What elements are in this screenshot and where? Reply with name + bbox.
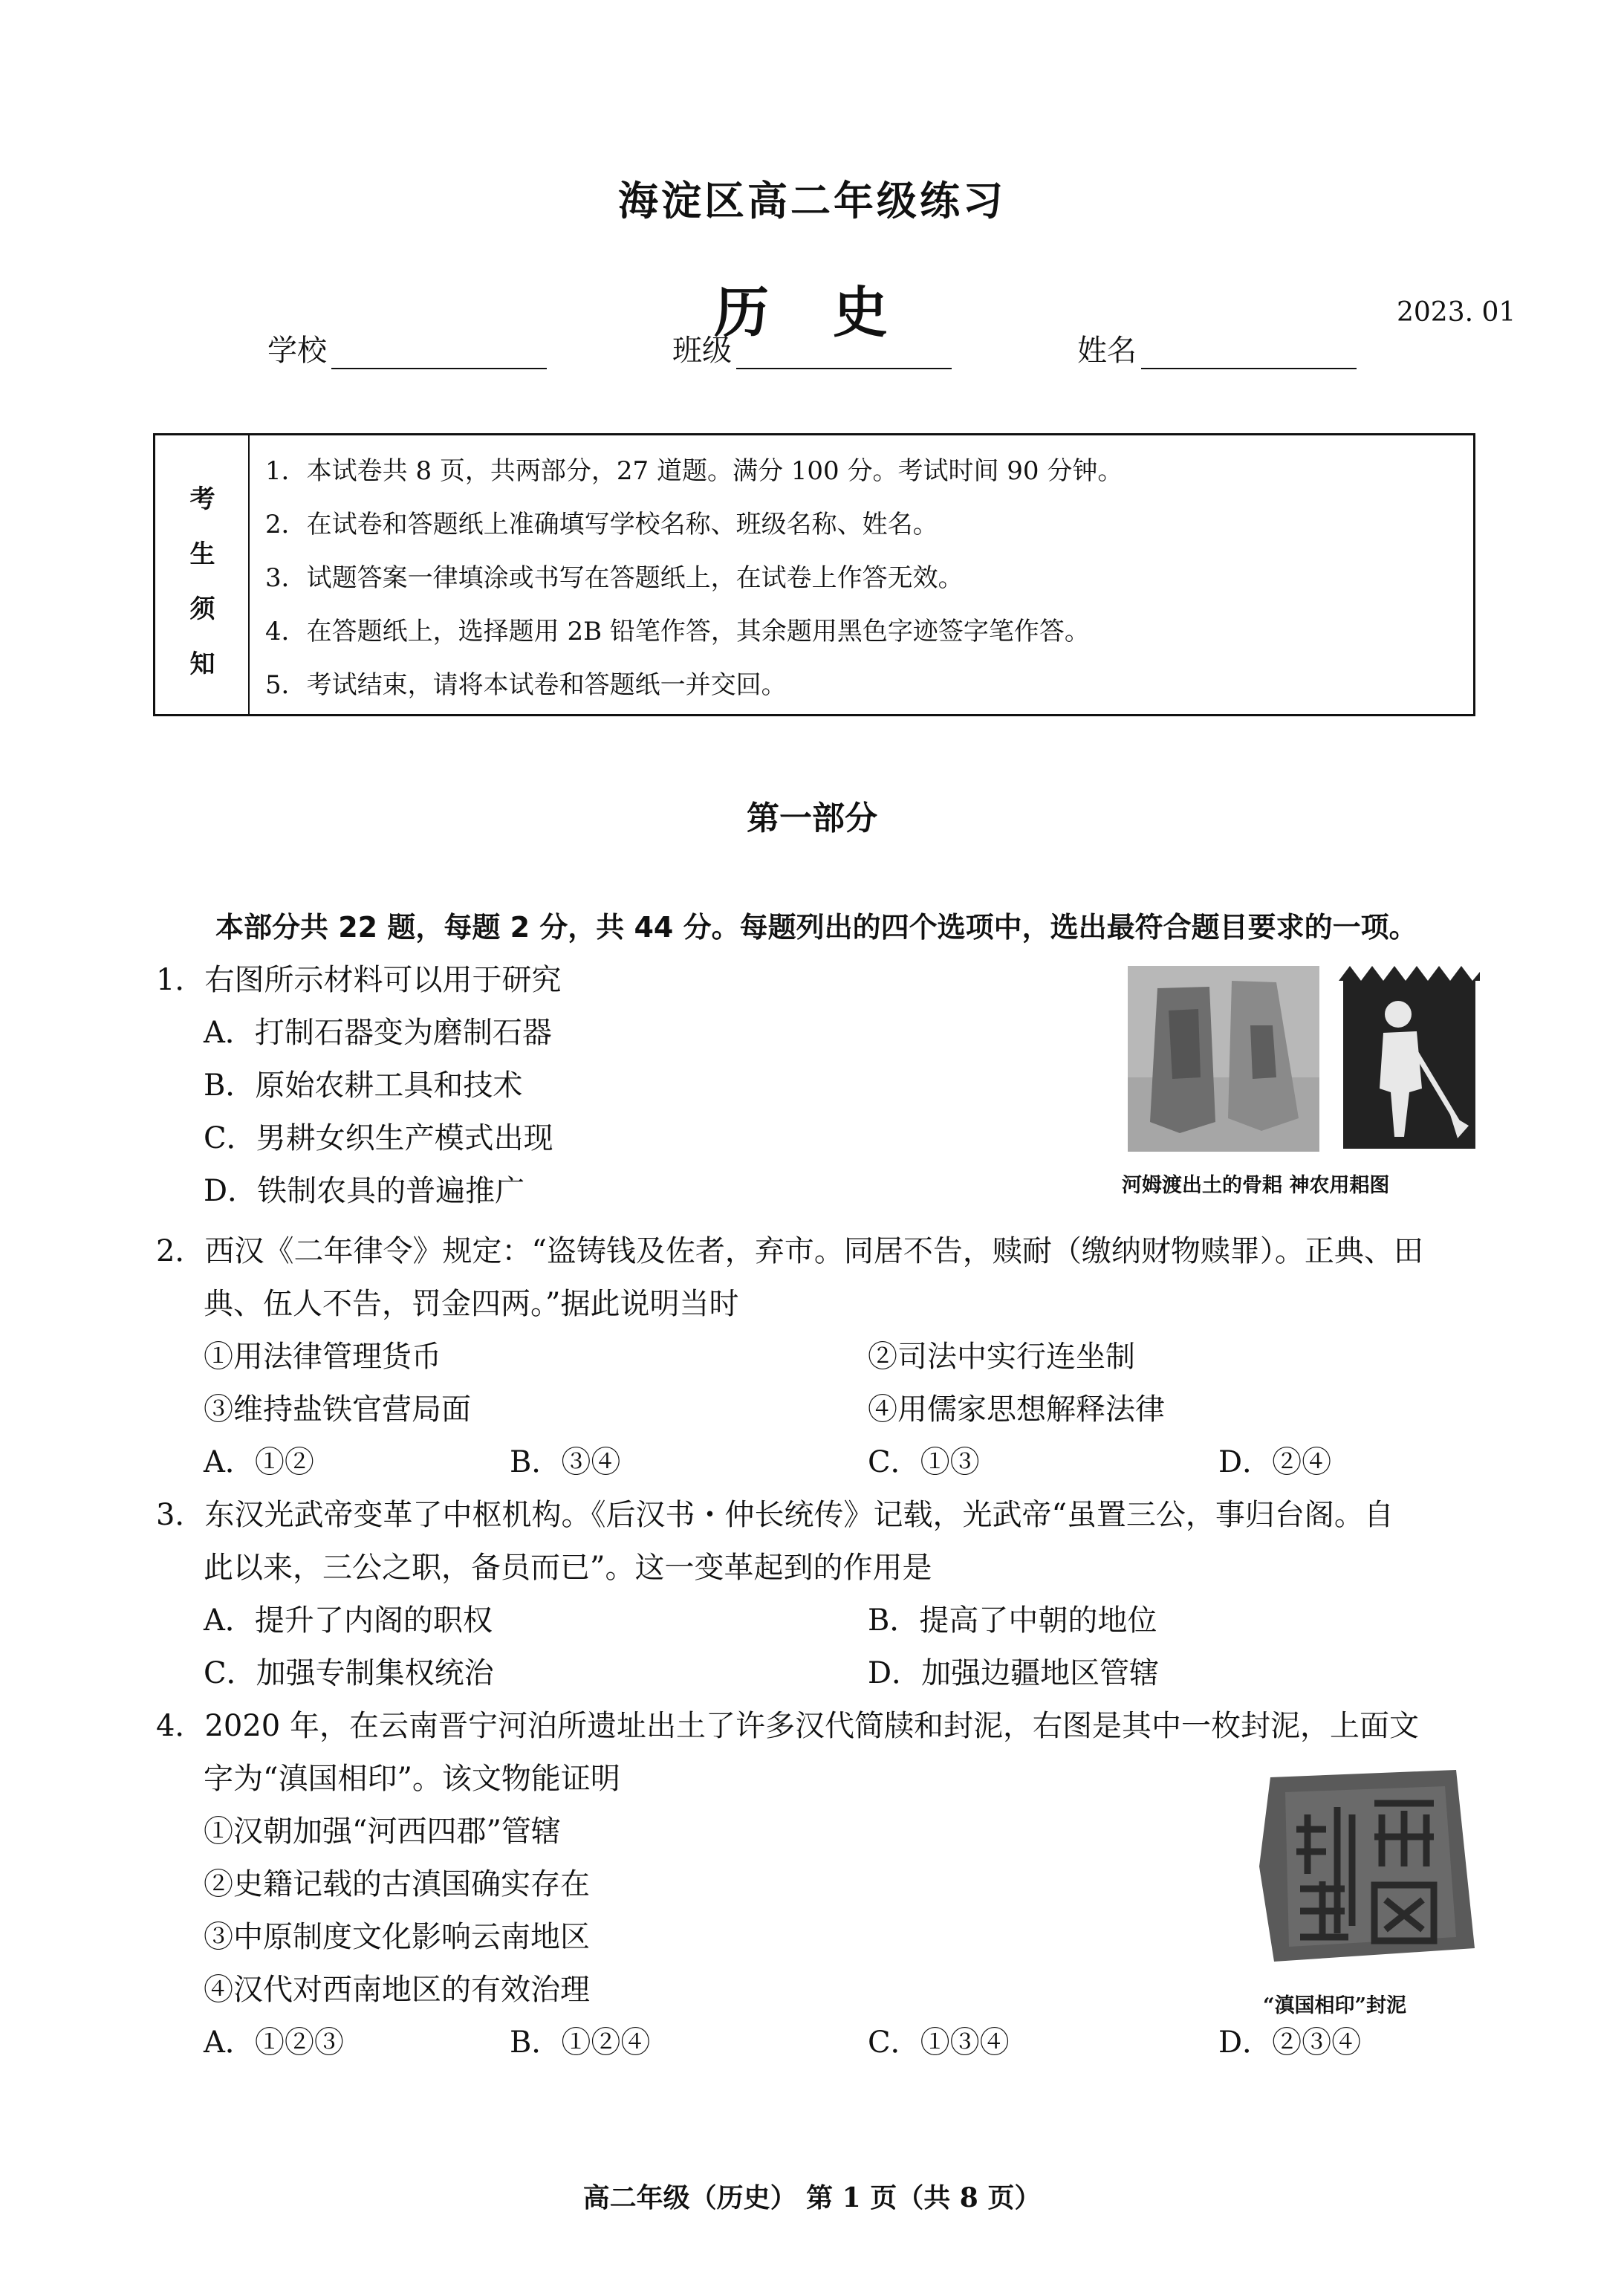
q4-option-a[interactable]: A．①②③ [204,2025,344,2060]
notice-item: 1．本试卷共 8 页，共两部分，27 道题。满分 100 分。考试时间 90 分钟。 [265,456,1123,486]
q3-option-b[interactable]: B．提高了中朝的地位 [868,1603,1157,1638]
q1-option-d[interactable]: D．铁制农具的普遍推广 [204,1174,525,1208]
page-footer: 高二年级（历史） 第 1 页（共 8 页） [582,2182,1042,2213]
school-field[interactable] [267,327,547,369]
q2-statement: ④用儒家思想解释法律 [868,1392,1165,1427]
dian-seal-clay-photo [1256,1762,1478,1970]
section-intro: 本部分共 22 题，每题 2 分，共 44 分。每题列出的四个选项中，选出最符合题目要求的一项。 [215,911,1417,944]
exam-notice-box [153,433,1475,716]
q2-option-a[interactable]: A．①② [204,1445,314,1479]
q3-stem-line: 此以来，三公之职，备员而已”。这一变革起到的作用是 [204,1551,932,1585]
class-label: 班级 [672,334,732,368]
q4-statement: ③中原制度文化影响云南地区 [204,1920,590,1954]
q2-option-c[interactable]: C．①③ [868,1445,980,1479]
q2-stem-line: 2．西汉《二年律令》规定：“盗铸钱及佐者，弃市。同居不告，赎耐（缴纳财物赎罪）。正典、田 [156,1234,1423,1268]
notice-item: 2．在试卷和答题纸上准确填写学校名称、班级名称、姓名。 [265,510,938,539]
school-blank[interactable] [331,340,547,369]
q2-option-d[interactable]: D．②④ [1218,1445,1332,1479]
name-blank[interactable] [1141,340,1357,369]
notice-item: 4．在答题纸上，选择题用 2B 铅笔作答，其余题用黑色字迹签字笔作答。 [265,617,1090,646]
q3-option-a[interactable]: A．提升了内阁的职权 [204,1603,493,1638]
q2-option-b[interactable]: B．③④ [510,1445,621,1479]
q2-statement: ①用法律管理货币 [204,1340,441,1374]
q1-stem: 1．右图所示材料可以用于研究 [156,963,562,997]
q3-option-d[interactable]: D．加强边疆地区管辖 [868,1656,1160,1690]
shennong-si-drawing [1339,966,1480,1152]
class-blank[interactable] [736,340,952,369]
student-info-row [0,327,1624,379]
q1-option-b[interactable]: B．原始农耕工具和技术 [204,1068,523,1103]
q1-image-caption: 河姆渡出土的骨耜 神农用耜图 [1122,1174,1390,1197]
q4-image-caption: “滇国相印”封泥 [1263,1994,1407,2017]
name-field[interactable] [1077,327,1357,369]
notice-label-char: 考 [189,484,215,514]
notice-item: 5．考试结束，请将本试卷和答题纸一并交回。 [265,670,787,700]
notice-label-char: 须 [189,594,215,624]
q2-stem-line: 典、伍人不告，罚金四两。”据此说明当时 [204,1287,739,1321]
notice-label-char: 生 [189,539,215,569]
q4-statement: ④汉代对西南地区的有效治理 [204,1973,590,2007]
q3-stem-line: 3．东汉光武帝变革了中枢机构。《后汉书・仲长统传》记载，光武帝“虽置三公，事归台阁。自 [156,1498,1394,1532]
name-label: 姓名 [1077,334,1137,368]
exam-title: 海淀区高二年级练习 [618,177,1006,224]
bone-si-photo [1128,966,1319,1152]
notice-label-char: 知 [189,649,215,679]
q1-option-a[interactable]: A．打制石器变为磨制石器 [204,1016,552,1050]
notice-label [155,435,250,714]
notice-item: 3．试题答案一律填涂或书写在答题纸上，在试卷上作答无效。 [265,563,964,593]
q4-option-b[interactable]: B．①②④ [510,2025,651,2060]
q4-statement: ①汉朝加强“河西四郡”管辖 [204,1814,561,1849]
q2-statement: ③维持盐铁官营局面 [204,1392,471,1427]
q2-statement: ②司法中实行连坐制 [868,1340,1135,1374]
q1-option-c[interactable]: C．男耕女织生产模式出现 [204,1121,553,1155]
q4-option-d[interactable]: D．②③④ [1218,2025,1362,2060]
q4-stem-line: 4．2020 年，在云南晋宁河泊所遗址出土了许多汉代简牍和封泥，右图是其中一枚封泥，上面文 [156,1709,1419,1743]
q3-option-c[interactable]: C．加强专制集权统治 [204,1656,494,1690]
school-label: 学校 [267,334,327,368]
q4-statement: ②史籍记载的古滇国确实存在 [204,1867,590,1901]
subject-title: 历 史 [714,281,910,345]
class-field[interactable] [672,327,952,369]
q4-option-c[interactable]: C．①③④ [868,2025,1010,2060]
section-title: 第一部分 [747,799,877,837]
q4-stem-line: 字为“滇国相印”。该文物能证明 [204,1762,620,1796]
exam-date: 2023. 01 [1397,297,1516,328]
